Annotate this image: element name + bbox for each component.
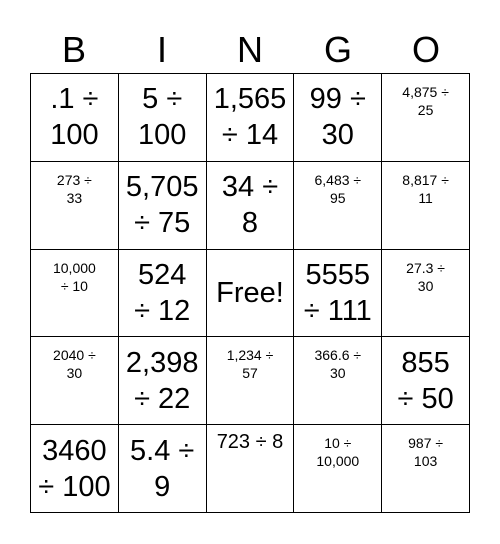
cell-text: 723 ÷ 8 — [216, 431, 284, 454]
bingo-cell-r5-c5[interactable] — [382, 425, 470, 513]
bingo-card-grid — [30, 73, 470, 513]
bingo-cell-r4-c1[interactable] — [31, 337, 119, 425]
bingo-cell-r3-c4[interactable] — [294, 250, 382, 338]
cell-text: 27.3 ÷ 30 — [406, 259, 445, 294]
cell-text: 34 ÷ 8 — [221, 171, 279, 240]
cell-text: .1 ÷ 100 — [50, 83, 99, 152]
cell-text: 366.6 ÷ 30 — [314, 347, 362, 382]
cell-text: 1,565 ÷ 14 — [213, 83, 287, 152]
cell-text: 987 ÷ 103 — [408, 435, 444, 470]
header-letter-i: I — [156, 29, 167, 70]
header-letter-o: O — [411, 29, 440, 70]
bingo-cell-r2-c2[interactable] — [119, 162, 207, 250]
bingo-cell-r1-c5[interactable] — [382, 74, 470, 162]
header-letter-b: B — [61, 29, 86, 70]
bingo-header — [30, 26, 470, 74]
bingo-cell-r1-c3[interactable] — [207, 74, 295, 162]
bingo-cell-r5-c2[interactable] — [119, 425, 207, 513]
cell-text: 5,705 ÷ 75 — [125, 171, 199, 240]
header-letter-g: G — [323, 29, 352, 70]
bingo-cell-r5-c1[interactable] — [31, 425, 119, 513]
bingo-cell-r4-c3[interactable] — [207, 337, 295, 425]
header-letter-n: N — [237, 29, 263, 70]
bingo-cell-r5-c4[interactable] — [294, 425, 382, 513]
cell-text: 99 ÷ 30 — [309, 83, 366, 152]
cell-text: 6,483 ÷ 95 — [314, 171, 362, 206]
bingo-cell-r4-c4[interactable] — [294, 337, 382, 425]
cell-text: 1,234 ÷ 57 — [226, 347, 274, 382]
bingo-free-space[interactable] — [207, 250, 295, 338]
cell-text: 5 ÷ 100 — [138, 83, 187, 152]
free-space-text: Free! — [216, 276, 284, 309]
cell-text: 2040 ÷ 30 — [53, 347, 96, 382]
cell-text: 3460 ÷ 100 — [38, 434, 111, 503]
cell-text: 10,000 ÷ 10 — [52, 259, 96, 294]
bingo-cell-r2-c1[interactable] — [31, 162, 119, 250]
bingo-cell-r3-c5[interactable] — [382, 250, 470, 338]
bingo-cell-r3-c1[interactable] — [31, 250, 119, 338]
bingo-cell-r1-c1[interactable] — [31, 74, 119, 162]
cell-text: 5.4 ÷ 9 — [130, 434, 195, 503]
cell-text: 5555 ÷ 111 — [303, 258, 372, 327]
bingo-cell-r5-c3[interactable] — [207, 425, 295, 513]
bingo-cell-r2-c3[interactable] — [207, 162, 295, 250]
cell-text: 273 ÷ 33 — [56, 171, 92, 206]
cell-text: 10 ÷ 10,000 — [316, 435, 360, 470]
bingo-cell-r2-c5[interactable] — [382, 162, 470, 250]
bingo-cell-r3-c2[interactable] — [119, 250, 207, 338]
bingo-cell-r1-c4[interactable] — [294, 74, 382, 162]
bingo-cell-r4-c2[interactable] — [119, 337, 207, 425]
cell-text: 4,875 ÷ 25 — [402, 84, 449, 118]
cell-text: 524 ÷ 12 — [134, 258, 191, 327]
cell-text: 8,817 ÷ 11 — [402, 171, 449, 206]
bingo-cell-r4-c5[interactable] — [382, 337, 470, 425]
bingo-cell-r1-c2[interactable] — [119, 74, 207, 162]
cell-text: 2,398 ÷ 22 — [125, 346, 199, 415]
cell-text: 855 ÷ 50 — [397, 346, 454, 415]
bingo-cell-r2-c4[interactable] — [294, 162, 382, 250]
